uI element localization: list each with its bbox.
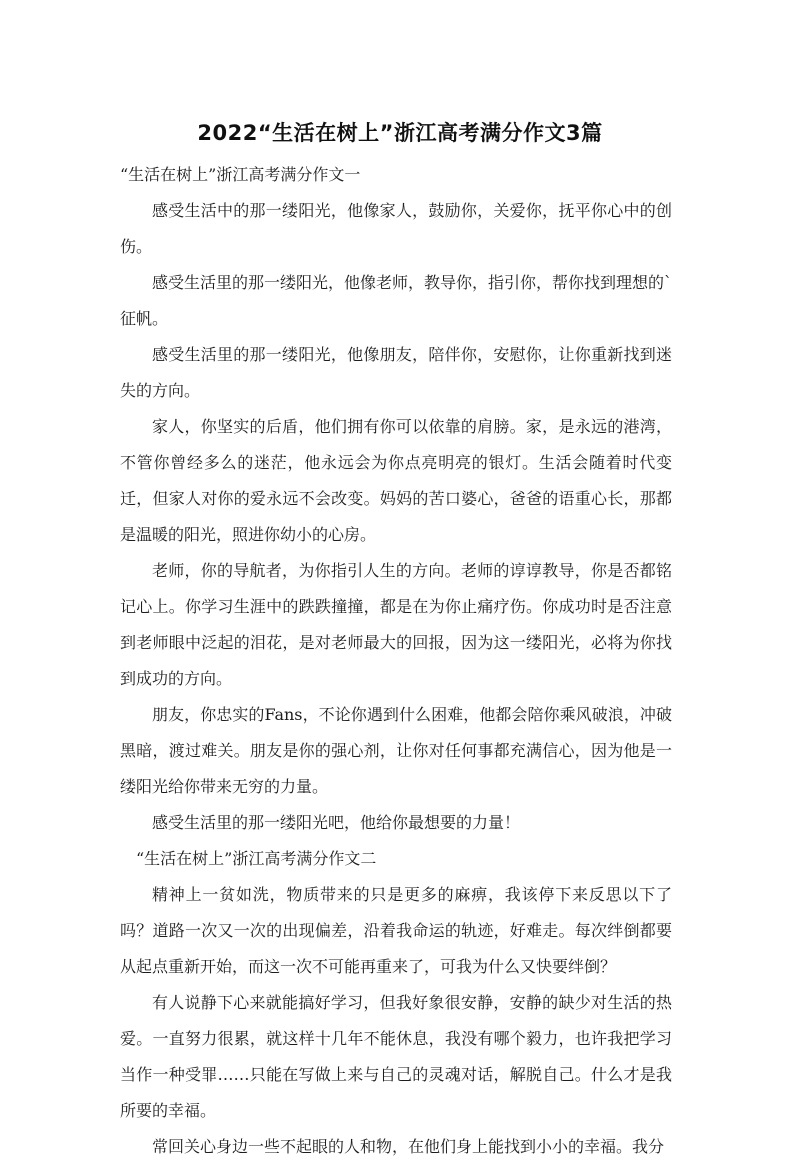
paragraph: 家人，你坚实的后盾，他们拥有你可以依靠的肩膀。家，是永远的港湾，不管你曾经多么的迷茫，他永远会为你点亮明亮的银灯。生活会随着时代变迁，但家人对你的爱永远不会改变。妈妈的苦口婆心，爸爸的语重心长，那都是温暖的阳光，照进你幼小的心房。 — [120, 417, 672, 544]
paragraph: 感受生活里的那一缕阳光吧，他给你最想要的力量！ — [152, 813, 521, 832]
paragraph: 朋友，你忠实的Fans，不论你遇到什么困难，他都会陪你乘风破浪，冲破黑暗，渡过难关。朋友是你的强心剂，让你对任何事都充满信心，因为他是一缕阳光给你带来无穷的力量。 — [120, 705, 672, 796]
document-body — [120, 157, 672, 1165]
paragraph: 常回关心身边一些不起眼的人和物，在他们身上能找到小小的幸福。我分 — [152, 1137, 665, 1156]
paragraph: 感受生活里的那一缕阳光，他像朋友，陪伴你，安慰你，让你重新找到迷失的方向。 — [120, 345, 672, 400]
paragraph: 感受生活中的那一缕阳光，他像家人，鼓励你，关爱你，抚平你心中的创伤。 — [120, 201, 672, 256]
paragraph: 有人说静下心来就能搞好学习，但我好象很安静，安静的缺少对生活的热爱。一直努力很累，就这样十几年不能休息，我没有哪个毅力，也许我把学习当作一种受罪……只能在写做上来与自己的灵魂对话，解脱自己。什么才是我所要的幸福。 — [120, 993, 672, 1120]
section-heading: “生活在树上”浙江高考满分作文一 — [120, 165, 361, 184]
paragraph: 精神上一贫如洗，物质带来的只是更多的麻痹，我该停下来反思以下了吗？道路一次又一次的出现偏差，沿着我命运的轨迹，好难走。每次绊倒都要从起点重新开始，而这一次不可能再重来了，可我为什么又快要绊倒？ — [120, 885, 672, 976]
page-title: 2022“生活在树上”浙江高考满分作文3篇 — [197, 121, 603, 145]
paragraph: 感受生活里的那一缕阳光，他像老师，教导你，指引你，帮你找到理想的`征帆。 — [120, 273, 673, 328]
section-heading: “生活在树上”浙江高考满分作文二 — [136, 849, 377, 868]
paragraph: 老师，你的导航者，为你指引人生的方向。老师的谆谆教导，你是否都铭记心上。你学习生涯中的跌跌撞撞，都是在为你止痛疗伤。你成功时是否注意到老师眼中泛起的泪花，是对老师最大的回报，因为这一缕阳光，必将为你找到成功的方向。 — [120, 561, 672, 688]
